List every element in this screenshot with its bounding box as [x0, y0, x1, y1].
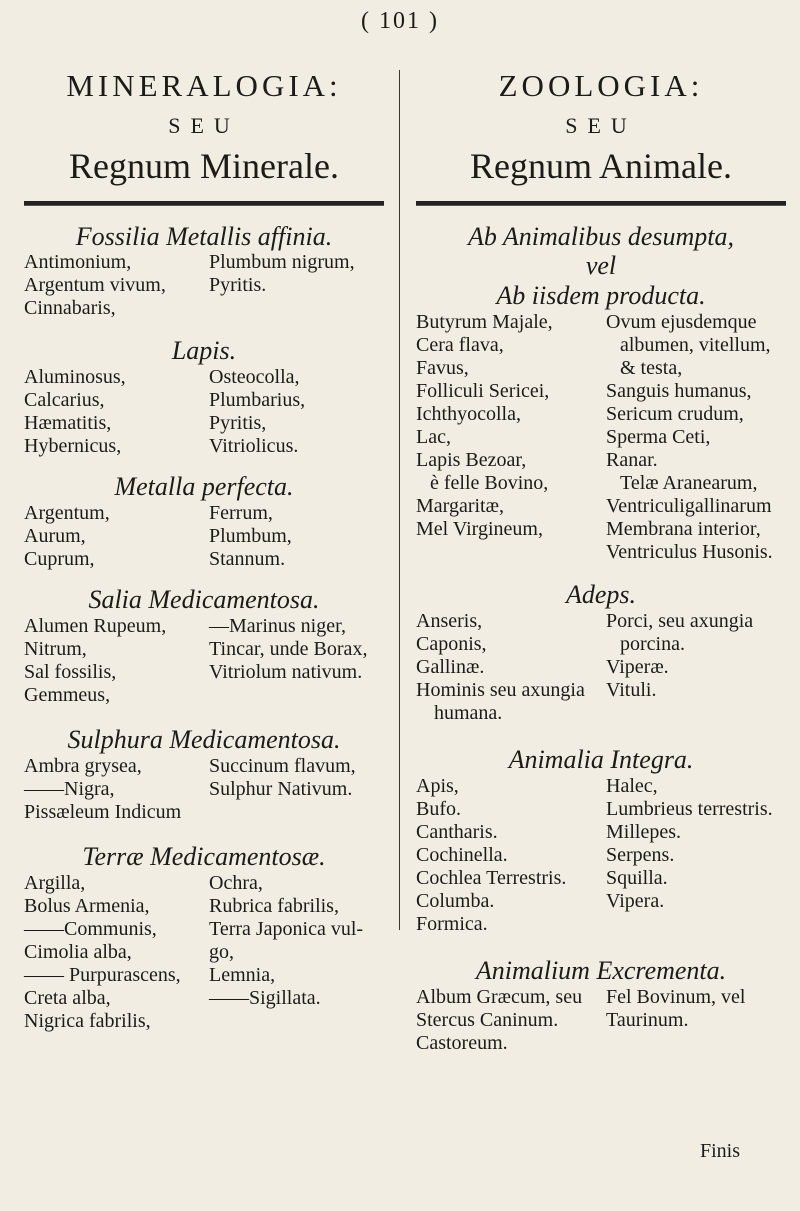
list-item: Ichthyocolla, [416, 403, 521, 426]
list-item: Ventriculigallinarum [606, 495, 772, 518]
list-row [416, 844, 786, 867]
list-item: Vitriolum nativum. [209, 661, 363, 684]
list-item: Taurinum. [606, 1008, 689, 1031]
list-row [24, 872, 384, 895]
list-item: Lapis Bezoar, [416, 449, 527, 472]
list-row [416, 403, 786, 426]
right-column [416, 70, 786, 1055]
list-item: Vipera. [606, 890, 665, 913]
section-list [24, 366, 384, 458]
list-item: Stannum. [209, 548, 286, 571]
list-item: Sericum crudum, [606, 403, 744, 426]
list-item: Ovum ejusdemque [606, 311, 757, 334]
list-item: porcina. [620, 633, 685, 656]
list-item: Butyrum Majale, [416, 311, 553, 334]
list-item: Ochra, [209, 871, 263, 894]
list-row [416, 679, 786, 702]
list-item [209, 297, 384, 320]
list-item: Sperma Ceti, [606, 426, 711, 449]
list-item: Cuprum, [24, 548, 95, 571]
list-row [416, 334, 786, 357]
list-item: Argentum, [24, 502, 110, 525]
list-item: Mel Virgineum, [416, 518, 543, 541]
list-item: Cochlea Terrestris. [416, 867, 567, 890]
list-row [24, 251, 384, 274]
column-divider [399, 70, 400, 930]
list-row [24, 941, 384, 964]
list-item: Succinum flavum, [209, 755, 356, 778]
list-item: Cantharis. [416, 821, 498, 844]
list-row [24, 615, 384, 638]
section-list [416, 986, 786, 1055]
list-item: Serpens. [606, 844, 675, 867]
section-list [416, 311, 786, 564]
list-item: Castoreum. [416, 1031, 508, 1054]
list-row [24, 274, 384, 297]
list-item: Creta alba, [24, 986, 111, 1009]
section-title: Ab iisdem producta. [496, 281, 706, 311]
list-row [416, 541, 786, 564]
section-title: Adeps. [565, 580, 637, 610]
list-item: Pissæleum Indicum [24, 801, 182, 824]
list-row [24, 412, 384, 435]
list-row [24, 525, 384, 548]
list-item [606, 1032, 786, 1055]
list-item: Caponis, [416, 633, 487, 656]
list-row [416, 1009, 786, 1032]
list-item: Fel Bovinum, vel [606, 985, 746, 1008]
left-rule [24, 201, 384, 206]
list-row [24, 918, 384, 941]
list-row [416, 890, 786, 913]
list-item: Gallinæ. [416, 656, 485, 679]
list-item: Argilla, [24, 871, 86, 894]
list-row [416, 821, 786, 844]
list-item: Porci, seu axungia [606, 610, 754, 633]
list-row [24, 389, 384, 412]
list-item: Lumbrieus terrestris. [606, 798, 773, 821]
list-row [416, 357, 786, 380]
list-item: Halec, [606, 775, 658, 798]
list-row [24, 778, 384, 801]
section-title: Sulphura Medicamentosa. [67, 725, 341, 755]
list-row [416, 867, 786, 890]
list-item: Favus, [416, 357, 469, 380]
list-row [24, 1010, 384, 1033]
list-item: Aluminosus, [24, 366, 126, 389]
list-item: Ambra grysea, [24, 755, 142, 778]
list-row [416, 472, 786, 495]
list-item: Cochinella. [416, 844, 508, 867]
list-item: Lac, [416, 426, 451, 449]
right-title: ZOOLOGIA: [498, 68, 704, 103]
list-item: è felle Bovino, [430, 472, 549, 495]
section-title: Animalium Excrementa. [475, 956, 727, 986]
section-list [24, 251, 384, 320]
list-item: Terra Japonica vul- [209, 917, 364, 940]
section-title: Metalla perfecta. [114, 472, 294, 502]
list-item: go, [209, 940, 234, 963]
list-item: & testa, [620, 357, 683, 380]
page-number: ( 101 ) [361, 8, 439, 34]
section-title: Terræ Medicamentosæ. [82, 842, 326, 872]
section-list [416, 775, 786, 936]
list-item: Pyritis. [209, 274, 267, 297]
section-title: Animalia Integra. [508, 745, 694, 775]
list-item: Calcarius, [24, 389, 105, 412]
list-item: ——Communis, [24, 917, 157, 940]
list-item: Sal fossilis, [24, 661, 117, 684]
list-item: Vitriolicus. [209, 435, 299, 458]
list-row [24, 366, 384, 389]
list-item: Cinnabaris, [24, 297, 116, 320]
list-item: Cera flava, [416, 334, 504, 357]
list-item: —Marinus niger, [209, 615, 346, 638]
list-item: Hybernicus, [24, 435, 122, 458]
list-row [24, 638, 384, 661]
list-item: Osteocolla, [209, 366, 300, 389]
list-item: Stercus Caninum. [416, 1008, 559, 1031]
section-title-connector: vel [585, 251, 617, 281]
list-item: —— Purpurascens, [24, 963, 181, 986]
list-item: ——Nigra, [24, 778, 115, 801]
list-item: Ranar. [606, 449, 658, 472]
list-row [24, 435, 384, 458]
list-row [416, 986, 786, 1009]
list-row [24, 987, 384, 1010]
list-item: Nitrum, [24, 638, 87, 661]
list-item: Plumbum, [209, 525, 292, 548]
list-item: Telæ Aranearum, [620, 472, 758, 495]
list-row [24, 502, 384, 525]
section-list [24, 502, 384, 571]
list-row [416, 518, 786, 541]
list-item [606, 913, 786, 936]
list-item: Lemnia, [209, 963, 276, 986]
list-item [416, 541, 606, 564]
list-item: Vituli. [606, 679, 657, 702]
section-list [416, 610, 786, 702]
list-item: Margaritæ, [416, 495, 504, 518]
list-row [416, 656, 786, 679]
list-item: Sanguis humanus, [606, 380, 752, 403]
list-item: Membrana interior, [606, 518, 761, 541]
list-row [416, 775, 786, 798]
list-item: Antimonium, [24, 251, 132, 274]
section-list [24, 755, 384, 824]
list-item: Ventriculus Husonis. [606, 541, 773, 564]
list-item: Gemmeus, [24, 684, 111, 707]
list-item: Viperæ. [606, 656, 669, 679]
list-row [416, 913, 786, 936]
list-row [416, 1032, 786, 1055]
list-item: Plumbum nigrum, [209, 251, 355, 274]
list-row [24, 548, 384, 571]
list-item: Sulphur Nativum. [209, 778, 353, 801]
list-item: Argentum vivum, [24, 274, 166, 297]
list-item: Bolus Armenia, [24, 894, 150, 917]
list-row [416, 449, 786, 472]
left-column [24, 70, 384, 1033]
left-seu: SEU [168, 113, 240, 138]
section-title: Lapis. [171, 336, 237, 366]
section-list [24, 872, 384, 1033]
list-item: Album Græcum, seu [416, 985, 583, 1008]
list-row [24, 297, 384, 320]
section-list [24, 615, 384, 707]
right-seu: SEU [565, 113, 637, 138]
list-item-continuation: humana. [434, 702, 503, 725]
list-item: ——Sigillata. [209, 986, 321, 1009]
list-item: Ferrum, [209, 502, 273, 525]
list-item: Squilla. [606, 867, 668, 890]
finis-label: Finis [700, 1140, 741, 1162]
list-item [209, 684, 384, 707]
list-item: Hominis seu axungia [416, 679, 585, 702]
list-item: Cimolia alba, [24, 940, 132, 963]
list-row [24, 755, 384, 778]
list-row [24, 801, 384, 824]
list-item: Hæmatitis, [24, 412, 112, 435]
list-row [416, 633, 786, 656]
right-rule [416, 201, 786, 206]
list-item: Plumbarius, [209, 389, 306, 412]
list-item: Alumen Rupeum, [24, 615, 167, 638]
list-row [24, 895, 384, 918]
list-item: Millepes. [606, 821, 681, 844]
list-item [209, 1010, 384, 1033]
list-row [24, 661, 384, 684]
list-row [416, 380, 786, 403]
list-row [24, 684, 384, 707]
left-title: MINERALOGIA: [66, 68, 342, 103]
list-item: Columba. [416, 890, 495, 913]
list-item: Nigrica fabrilis, [24, 1009, 151, 1032]
right-regnum: Regnum Animale. [470, 146, 732, 186]
list-row [416, 495, 786, 518]
list-item [209, 801, 384, 824]
section-title: Ab Animalibus desumpta, [467, 221, 735, 251]
list-row [416, 798, 786, 821]
list-row [416, 610, 786, 633]
list-row [24, 964, 384, 987]
list-item: Tincar, unde Borax, [209, 638, 368, 661]
list-item: albumen, vitellum, [620, 334, 771, 357]
list-item: Bufo. [416, 798, 461, 821]
section-title: Fossilia Metallis affinia. [75, 221, 333, 251]
left-regnum: Regnum Minerale. [69, 146, 339, 186]
list-item: Folliculi Sericei, [416, 380, 550, 403]
list-item: Formica. [416, 913, 488, 936]
section-title: Salia Medicamentosa. [88, 585, 320, 615]
list-item: Aurum, [24, 525, 86, 548]
list-item: Rubrica fabrilis, [209, 894, 339, 917]
list-row [416, 311, 786, 334]
list-item: Apis, [416, 775, 459, 798]
list-row [416, 426, 786, 449]
list-item: Pyritis, [209, 412, 267, 435]
list-item: Anseris, [416, 610, 483, 633]
